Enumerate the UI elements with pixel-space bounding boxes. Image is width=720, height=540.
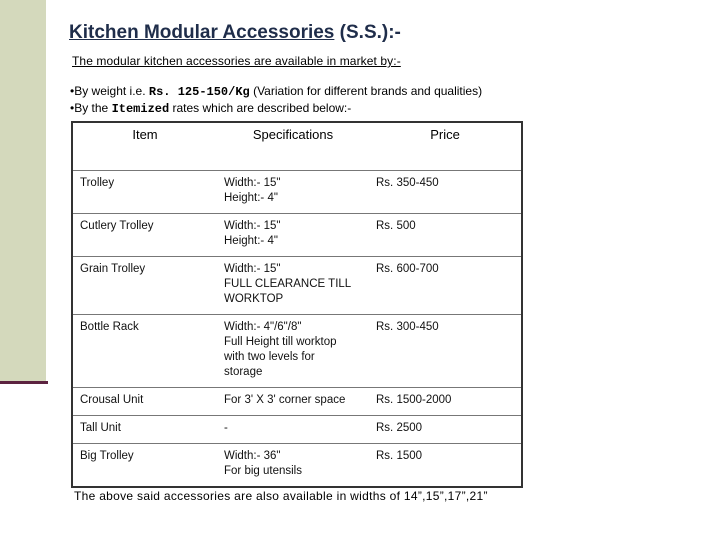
cell-specifications: [217, 257, 369, 315]
cell-specifications: [217, 315, 369, 388]
footer-note: The above said accessories are also available in widths of 14”,15”,17”,21”: [74, 489, 488, 503]
spec-line: Height:- 4": [224, 192, 278, 204]
cell-item: Trolley: [72, 171, 217, 214]
cell-specifications: [217, 388, 369, 416]
title-suffix: (S.S.):-: [334, 22, 401, 43]
intro-text: The modular kitchen accessories are available in market by:-: [72, 54, 401, 68]
cell-price: Rs. 1500-2000: [369, 388, 522, 416]
bullet-weight-suffix: (Variation for different brands and qualities): [249, 84, 483, 98]
spec-line: WORKTOP: [224, 293, 284, 305]
side-decoration-band: [0, 0, 46, 383]
table-header-row: [72, 122, 522, 171]
table-row: [72, 171, 522, 214]
table-row: [72, 388, 522, 416]
bullet-itemized-suffix: rates which are described below:-: [169, 101, 352, 115]
spec-line: Width:- 15": [224, 220, 281, 232]
bullet-weight: [70, 83, 482, 100]
cell-price: Rs. 2500: [369, 416, 522, 444]
spec-line: Width:- 15": [224, 177, 281, 189]
cell-price: Rs. 1500: [369, 444, 522, 488]
bullet-itemized-bold: Itemized: [111, 102, 170, 116]
spec-line: For big utensils: [224, 465, 302, 477]
title-main: Kitchen Modular Accessories: [69, 22, 335, 43]
table-body: [72, 171, 522, 488]
spec-line: Width:- 36": [224, 450, 281, 462]
cell-specifications: [217, 444, 369, 488]
spec-line: FULL CLEARANCE TILL: [224, 278, 352, 290]
table-row: [72, 315, 522, 388]
bullet-list: [70, 83, 482, 117]
spec-line: Height:- 4": [224, 235, 278, 247]
table-row: [72, 257, 522, 315]
cell-item: Tall Unit: [72, 416, 217, 444]
cell-specifications: [217, 416, 369, 444]
header-specifications: Specifications: [217, 122, 369, 171]
cell-price: Rs. 600-700: [369, 257, 522, 315]
spec-line: storage: [224, 366, 263, 378]
spec-line: -: [224, 422, 228, 434]
spec-line: Full Height till worktop: [224, 336, 337, 348]
cell-price: Rs. 300-450: [369, 315, 522, 388]
spec-line: with two levels for: [224, 351, 315, 363]
accessories-table: [71, 121, 523, 488]
bullet-itemized-prefix: •By the: [70, 101, 112, 115]
header-price: Price: [369, 122, 522, 171]
cell-price: Rs. 500: [369, 214, 522, 257]
cell-specifications: [217, 214, 369, 257]
header-item: Item: [72, 122, 217, 171]
cell-item: Cutlery Trolley: [72, 214, 217, 257]
page-title: [69, 22, 401, 44]
cell-item: Crousal Unit: [72, 388, 217, 416]
spec-line: Width:- 15": [224, 263, 281, 275]
cell-specifications: [217, 171, 369, 214]
side-decoration-rule: [0, 381, 48, 384]
cell-price: Rs. 350-450: [369, 171, 522, 214]
table-row: [72, 214, 522, 257]
bullet-weight-rate: Rs. 125-150/Kg: [148, 85, 250, 99]
spec-line: For 3' X 3' corner space: [224, 394, 346, 406]
bullet-weight-prefix: •By weight i.e.: [70, 84, 149, 98]
table-row: [72, 444, 522, 488]
cell-item: Bottle Rack: [72, 315, 217, 388]
table-row: [72, 416, 522, 444]
spec-line: Width:- 4"/6"/8": [224, 321, 302, 333]
cell-item: Grain Trolley: [72, 257, 217, 315]
bullet-itemized: [70, 100, 482, 117]
cell-item: Big Trolley: [72, 444, 217, 488]
